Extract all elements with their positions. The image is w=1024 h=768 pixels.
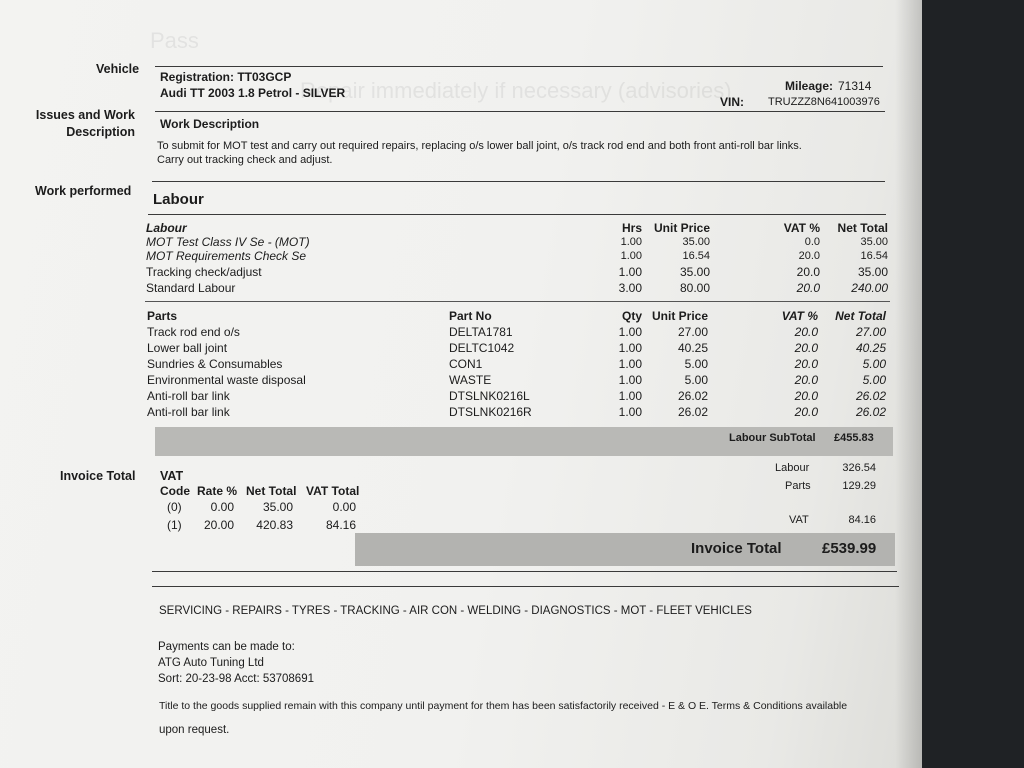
labour-row-net: 35.00 [857, 265, 888, 279]
section-label-invoice-total: Invoice Total [60, 469, 136, 483]
parts-unit-price-column [650, 308, 708, 420]
labour-unit-price-column [650, 220, 710, 296]
labour-row-unit-price: 80.00 [679, 281, 710, 295]
labour-row-net: 240.00 [851, 281, 888, 295]
section-label-work-performed: Work performed [35, 184, 132, 198]
parts-row-net: 40.25 [855, 341, 886, 355]
labour-header-net: Net Total [837, 221, 888, 235]
parts-row-qty: 1.00 [618, 405, 642, 419]
labour-subtotal-label: Labour SubTotal [729, 432, 816, 444]
total-vat-value: 84.16 [848, 514, 876, 526]
labour-row-unit-price: 35.00 [679, 265, 710, 279]
labour-row-vat: 20.0 [798, 250, 820, 262]
parts-net-column [824, 308, 886, 420]
payment-line-3: Sort: 20-23-98 Acct: 53708691 [158, 673, 314, 685]
parts-row-item: Lower ball joint [147, 341, 228, 355]
parts-header-vat: VAT % [781, 309, 818, 323]
vehicle-top-rule [155, 66, 883, 67]
vat-row-vat: 84.16 [325, 518, 356, 532]
vat-row-rate: 0.00 [210, 500, 234, 514]
parts-header-qty: Qty [621, 309, 642, 323]
services-line: SERVICING - REPAIRS - TYRES - TRACKING - AIR CON - WELDING - DIAGNOSTICS - MOT - FLEET VEHICLES [159, 605, 752, 617]
invoice-total-band [355, 533, 895, 566]
labour-row-vat: 0.0 [804, 236, 820, 248]
parts-row-vat: 20.0 [794, 389, 818, 403]
labour-row-unit-price: 35.00 [682, 236, 710, 248]
payment-line-1: Payments can be made to: [158, 641, 295, 653]
parts-row-item: Sundries & Consumables [147, 357, 283, 371]
registration: Registration: TT03GCP [160, 70, 292, 84]
parts-row-item: Anti-roll bar link [147, 405, 230, 419]
work-description-line-1: To submit for MOT test and carry out required repairs, replacing o/s lower ball joint, o/s track rod end and both front anti-roll bar links. [157, 140, 802, 152]
parts-item-column [147, 308, 437, 420]
parts-row-vat: 20.0 [794, 341, 818, 355]
paper-edge-shadow [895, 0, 922, 768]
parts-header-part-no: Part No [449, 309, 492, 323]
parts-qty-column [600, 308, 642, 420]
totals-rule-2 [152, 586, 899, 587]
labour-row-hrs: 1.00 [620, 250, 642, 262]
parts-vat-column [766, 308, 818, 420]
parts-row-qty: 1.00 [618, 325, 642, 339]
parts-header-item: Parts [147, 309, 178, 323]
parts-row-qty: 1.00 [618, 341, 642, 355]
parts-header-unit-price: Unit Price [651, 309, 708, 323]
parts-row-qty: 1.00 [618, 389, 642, 403]
parts-row-net: 5.00 [862, 357, 886, 371]
parts-row-vat: 20.0 [794, 325, 818, 339]
labour-subtotal-value: £455.83 [834, 432, 874, 444]
vehicle-model: Audi TT 2003 1.8 Petrol - SILVER [160, 86, 346, 100]
total-vat-label: VAT [789, 514, 809, 526]
parts-row-net: 27.00 [855, 325, 886, 339]
labour-header-hrs: Hrs [621, 221, 642, 235]
vat-row-code: (0) [167, 500, 182, 514]
vehicle-bottom-rule [155, 111, 885, 112]
work-description-rule [152, 181, 885, 182]
parts-row-part-no: WASTE [449, 373, 492, 387]
vat-header-code: Code [160, 484, 190, 498]
total-parts-label: Parts [785, 480, 811, 492]
labour-heading-rule [148, 214, 886, 215]
show-through-text: Repair immediately if necessary (advisories) [300, 78, 732, 103]
mileage-label: Mileage: [785, 79, 834, 93]
labour-table-rule [145, 301, 890, 302]
labour-header-unit-price: Unit Price [653, 221, 710, 235]
parts-row-net: 26.02 [855, 405, 886, 419]
terms-line-1: Title to the goods supplied remain with this company until payment for them has been satisfactorily received - E & O E. Terms & Conditions available [159, 700, 848, 712]
parts-row-unit-price: 26.02 [677, 405, 708, 419]
vat-row-net: 35.00 [262, 500, 293, 514]
parts-row-unit-price: 27.00 [677, 325, 708, 339]
labour-row-net: 35.00 [860, 236, 888, 248]
total-parts-value: 129.29 [842, 480, 876, 492]
parts-row-net: 5.00 [862, 373, 886, 387]
labour-row-item: Standard Labour [146, 281, 236, 295]
vin-label: VIN: [720, 95, 744, 109]
vat-header-vat: VAT Total [306, 484, 360, 498]
parts-row-part-no: CON1 [449, 357, 483, 371]
labour-row-net: 16.54 [860, 250, 888, 262]
parts-row-qty: 1.00 [618, 357, 642, 371]
total-labour-label: Labour [775, 462, 810, 474]
parts-row-unit-price: 5.00 [684, 373, 708, 387]
vat-title: VAT [160, 469, 184, 483]
parts-row-unit-price: 26.02 [677, 389, 708, 403]
parts-row-item: Anti-roll bar link [147, 389, 230, 403]
labour-vat-column [770, 220, 820, 296]
parts-row-unit-price: 40.25 [677, 341, 708, 355]
parts-row-net: 26.02 [855, 389, 886, 403]
work-description-line-2: Carry out tracking check and adjust. [157, 154, 333, 166]
work-description-heading: Work Description [160, 117, 260, 131]
parts-row-part-no: DTSLNK0216R [449, 405, 532, 419]
vat-row-vat: 0.00 [332, 500, 356, 514]
labour-header-vat: VAT % [783, 221, 820, 235]
total-labour-value: 326.54 [842, 462, 876, 474]
labour-row-vat: 20.0 [796, 265, 820, 279]
vat-row-net: 420.83 [256, 518, 293, 532]
vat-row-code: (1) [167, 518, 182, 532]
parts-part-no-column [449, 308, 579, 420]
invoice-total-value: £539.99 [822, 540, 877, 557]
totals-rule-1 [152, 571, 897, 572]
vat-header-rate: Rate % [197, 484, 238, 498]
parts-header-net: Net Total [835, 309, 886, 323]
labour-row-item: MOT Requirements Check Se [146, 249, 307, 263]
vat-header-net: Net Total [246, 484, 297, 498]
mileage-value: 71314 [838, 79, 872, 93]
show-through-text: Pass [150, 28, 199, 53]
labour-header-item: Labour [146, 221, 187, 235]
section-label-vehicle: Vehicle [96, 62, 140, 76]
section-label-issues-2: Description [66, 125, 135, 139]
labour-item-column [146, 220, 446, 296]
labour-row-item: Tracking check/adjust [146, 265, 262, 279]
labour-row-item: MOT Test Class IV Se - (MOT) [146, 235, 310, 249]
invoice-total-label: Invoice Total [691, 540, 782, 557]
parts-row-part-no: DELTA1781 [449, 325, 513, 339]
parts-row-qty: 1.00 [618, 373, 642, 387]
labour-row-hrs: 3.00 [618, 281, 642, 295]
parts-row-item: Environmental waste disposal [147, 373, 306, 387]
parts-row-item: Track rod end o/s [147, 325, 240, 339]
payment-line-2: ATG Auto Tuning Ltd [158, 657, 264, 669]
vin-value: TRUZZZ8N641003976 [768, 96, 880, 108]
parts-row-unit-price: 5.00 [684, 357, 708, 371]
labour-row-hrs: 1.00 [618, 265, 642, 279]
labour-net-column [826, 220, 888, 296]
terms-line-2: upon request. [159, 724, 230, 736]
parts-row-part-no: DTSLNK0216L [449, 389, 530, 403]
parts-row-vat: 20.0 [794, 357, 818, 371]
labour-row-vat: 20.0 [796, 281, 820, 295]
labour-hrs-column [600, 220, 642, 296]
parts-row-vat: 20.0 [794, 373, 818, 387]
parts-row-part-no: DELTC1042 [449, 341, 515, 355]
vat-row-rate: 20.00 [203, 518, 234, 532]
parts-row-vat: 20.0 [794, 405, 818, 419]
labour-heading: Labour [153, 191, 204, 208]
labour-row-unit-price: 16.54 [682, 250, 710, 262]
section-label-issues-1: Issues and Work [35, 108, 135, 122]
labour-row-hrs: 1.00 [620, 236, 642, 248]
